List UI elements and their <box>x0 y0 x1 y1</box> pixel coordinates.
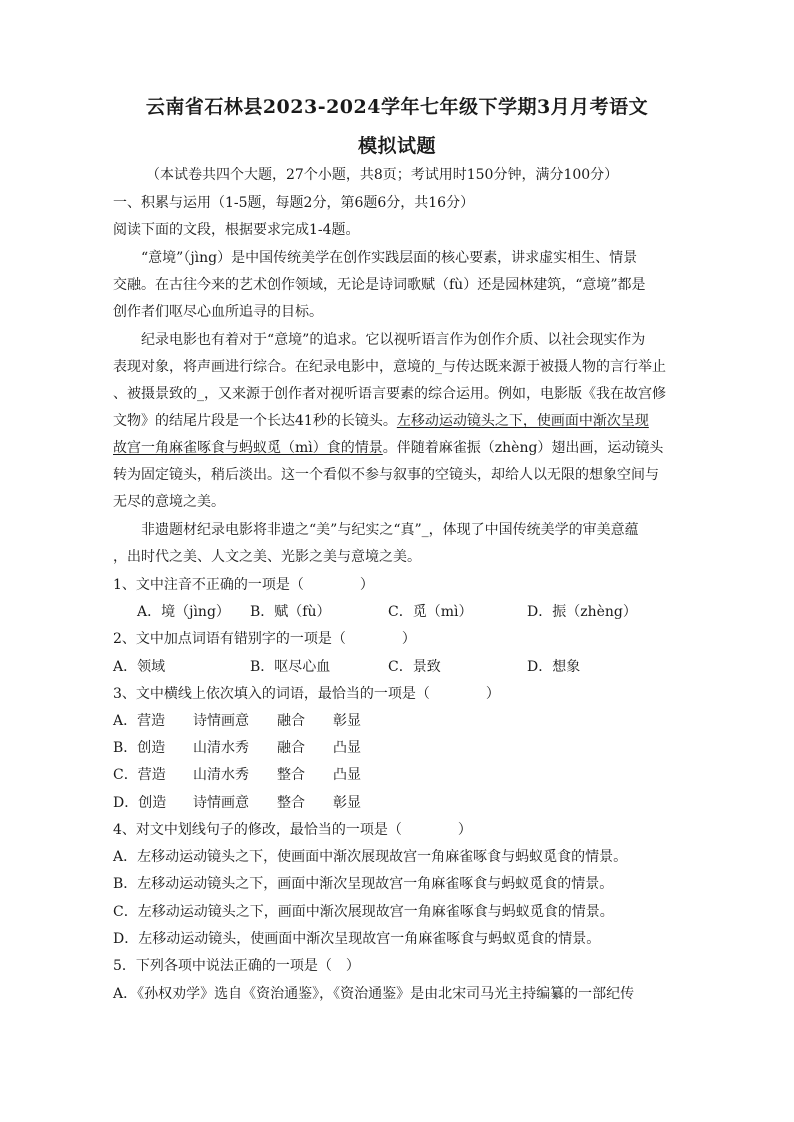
option-cell: 诗情画意 <box>193 713 249 729</box>
question-stem: 1、文中注音不正确的一项是（ ） <box>113 577 374 593</box>
option-a: A．境（jìng） <box>137 604 230 620</box>
option-cell: 诗情画意 <box>193 795 249 811</box>
option-cell: A．营造 <box>113 713 166 729</box>
option-b: B．赋（fù） <box>250 604 331 620</box>
option-cell: 彰显 <box>333 713 361 729</box>
passage-line: 、被摄景致的_，又来源于创作者对视听语言要素的综合运用。例如，电影版《我在故宫修 <box>113 386 666 402</box>
option-d: D．左移动运动镜头，使画面中渐次呈现故宫一角麻雀啄食与蚂蚁觅食的情景。 <box>113 931 601 947</box>
exam-subtitle: 模拟试题 <box>357 135 436 157</box>
option-b: B．左移动运动镜头之下，画面中渐次呈现故宫一角麻雀啄食与蚂蚁觅食的情景。 <box>113 876 614 892</box>
option-cell: 融合 <box>277 713 305 729</box>
reading-instruction: 阅读下面的文段，根据要求完成1-4题。 <box>113 222 360 238</box>
option-d: D．振（zhèng） <box>527 604 637 620</box>
passage-line: 无尽的意境之美。 <box>113 494 225 510</box>
passage-line: 纪录电影也有着对于“意境”的追求。它以视听语言作为创作介质、以社会现实作为 <box>141 332 646 348</box>
option-a: A．《孙权劝学》选自《资治通鉴》，《资治通鉴》是由北宋司马光主持编纂的一部纪传 <box>113 986 635 1002</box>
passage-line: “意境”（jìng）是中国传统美学在创作实践层面的核心要素，讲求虚实相生、情景 <box>141 250 638 266</box>
passage-line: ，出时代之美、人文之美、光影之美与意境之美。 <box>113 549 421 565</box>
option-c: C．觅（mì） <box>388 604 473 620</box>
option-d: D．想象 <box>527 659 581 675</box>
passage-line: 创作者们呕尽心血所追寻的目标。 <box>113 304 323 320</box>
question-stem: 3、文中横线上依次填入的词语，最恰当的一项是（ ） <box>113 686 500 702</box>
option-cell: B．创造 <box>113 740 166 756</box>
option-cell: 山清水秀 <box>193 767 249 783</box>
option-cell: 凸显 <box>333 767 361 783</box>
option-cell: C．营造 <box>113 767 166 783</box>
option-c: C．左移动运动镜头之下，画面中渐次展现故宫一角麻雀啄食与蚂蚁觅食的情景。 <box>113 904 614 920</box>
passage-line: 转为固定镜头，稍后淡出。这一个看似不参与叙事的空镜头，却给人以无限的想象空间与 <box>113 467 659 483</box>
option-b: B．呕尽心血 <box>250 659 331 675</box>
passage-line <box>113 439 663 457</box>
passage-line <box>113 412 649 430</box>
option-cell: 整合 <box>277 795 305 811</box>
option-cell: 整合 <box>277 767 305 783</box>
passage-text: 文物》的结尾片段是一个长达41秒的长镜头。 <box>113 413 397 429</box>
passage-line: 交融。在古往今来的艺术创作领域，无论是诗词歌赋（fù）还是园林建筑，“意境”都是 <box>113 277 646 293</box>
option-c: C．景致 <box>388 659 441 675</box>
passage-line: 表现对象，将声画进行综合。在纪录电影中，意境的_与传达既来源于被摄人物的言行举止 <box>113 359 666 375</box>
exam-note: （本试卷共四个大题，27个小题，共8页；考试用时150分钟，满分100分） <box>146 167 619 183</box>
question-stem: 5．下列各项中说法正确的一项是（ ） <box>113 958 360 974</box>
question-stem: 2、文中加点词语有错别字的一项是（ ） <box>113 631 416 647</box>
option-cell: 彰显 <box>333 795 361 811</box>
option-a: A．领域 <box>113 659 166 675</box>
passage-line: 非遗题材纪录电影将非遗之“美”与纪实之“真”_，体现了中国传统美学的审美意蕴 <box>141 522 639 538</box>
underlined-sentence: 故宫一角麻雀啄食与蚂蚁觅（mì）食的情景 <box>113 440 383 456</box>
section-heading: 一、积累与运用（1-5题，每题2分，第6题6分，共16分） <box>113 195 475 211</box>
option-cell: 凸显 <box>333 740 361 756</box>
underlined-sentence: 左移动运动镜头之下，使画面中渐次呈现 <box>396 413 649 429</box>
passage-text: 。伴随着麻雀振（zhèng）翅出画，运动镜头 <box>382 440 664 456</box>
option-cell: D．创造 <box>113 795 167 811</box>
question-stem: 4、对文中划线句子的修改，最恰当的一项是（ ） <box>113 822 472 838</box>
option-cell: 山清水秀 <box>193 740 249 756</box>
option-cell: 融合 <box>277 740 305 756</box>
exam-title: 云南省石林县2023-2024学年七年级下学期3月月考语文 <box>145 96 649 118</box>
option-a: A．左移动运动镜头之下，使画面中渐次展现故宫一角麻雀啄食与蚂蚁觅食的情景。 <box>113 849 628 865</box>
